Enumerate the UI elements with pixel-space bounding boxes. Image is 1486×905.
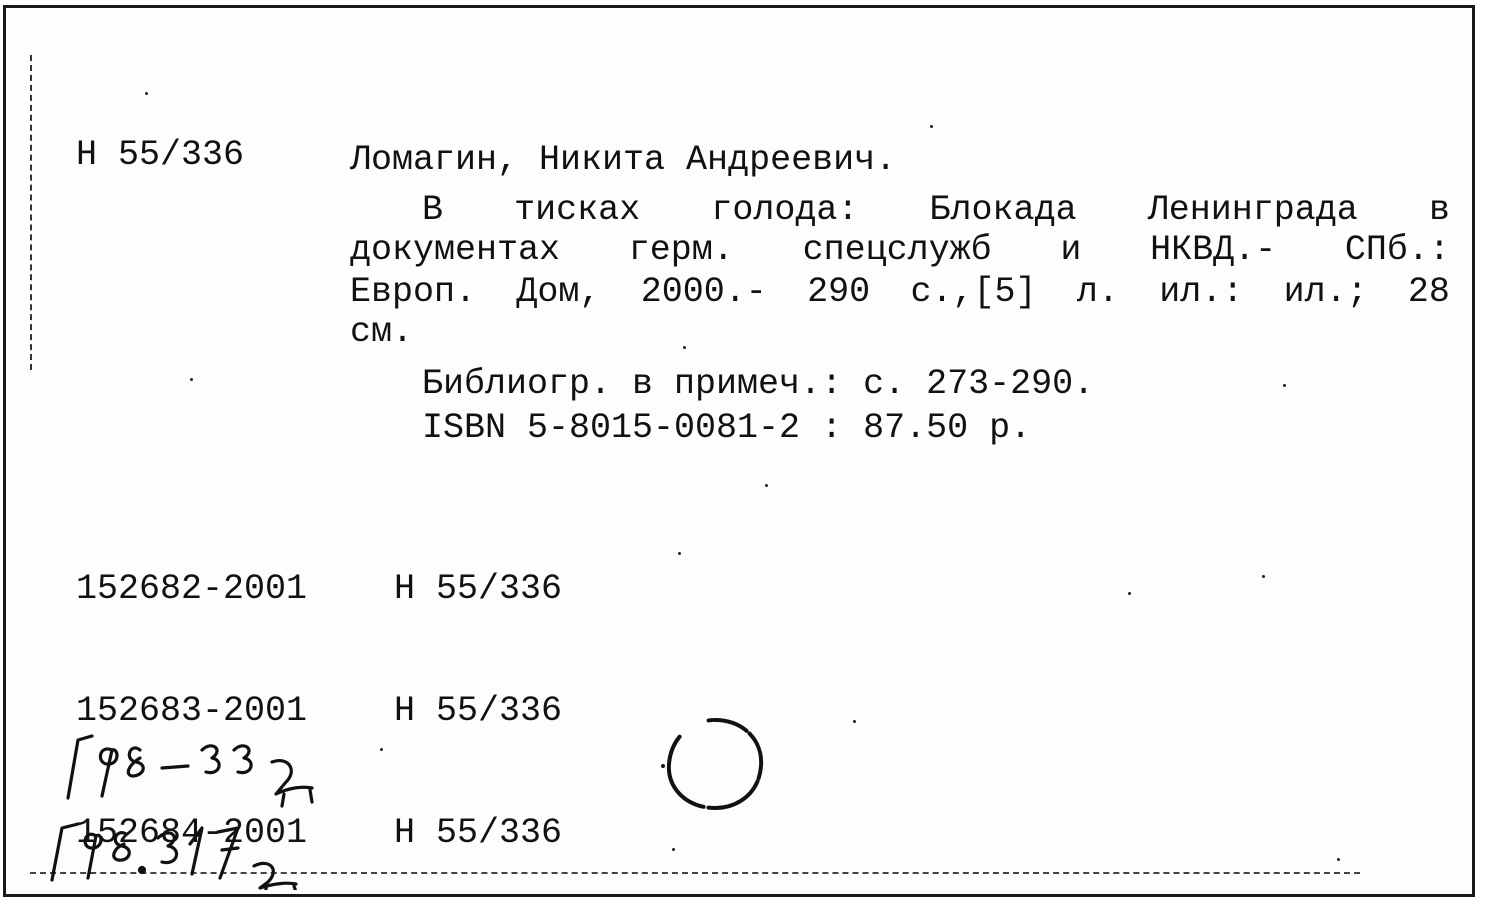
title-line-3 [350,272,1450,312]
title-word: НКВД.- [1150,230,1277,270]
title-word: Европ. [350,272,477,312]
title-line-2 [350,230,1450,270]
title-word: л. [1076,272,1119,312]
title-word: Дом, [516,272,601,312]
scan-speck [1337,858,1340,861]
title-word: ил.: [1159,272,1244,312]
call-number: Н 55/336 [76,135,245,175]
scan-speck [853,720,856,723]
shelf-mark: Н 55/336 [394,691,563,731]
title-word: Ленинграда [1147,190,1358,230]
title-word: СПб.: [1344,230,1450,270]
title-word: тисках [514,190,641,230]
handwritten-shelf-notes [40,710,360,890]
round-stamp-mark [655,710,775,820]
title-word: голода: [711,190,859,230]
title-word: 28 [1407,272,1450,312]
author-heading: Ломагин, Никита Андреевич. [350,140,897,180]
title-word: ил.; [1283,272,1368,312]
bibliography-note: Библиогр. в примеч.: с. 273-290. [422,364,1095,404]
shelf-mark: Н 55/336 [394,813,563,853]
title-line-4: см. [350,312,414,352]
title-line-1 [422,190,1450,230]
accession-number: 152684-2001 [76,813,308,853]
title-word: Блокада [929,190,1077,230]
title-word: документах [350,230,561,270]
scan-speck [145,92,148,95]
title-word: с.,[5] [910,272,1037,312]
holding-row [76,568,562,610]
scan-speck [190,378,193,381]
accession-number: 152682-2001 [76,569,308,609]
title-word: в [1428,190,1450,230]
accession-number: 152683-2001 [76,691,308,731]
isbn-price: ISBN 5-8015-0081-2 : 87.50 р. [422,408,1032,448]
title-word: 290 [807,272,871,312]
title-word: В [422,190,444,230]
title-word: 2000.- [640,272,767,312]
title-word: герм. [628,230,734,270]
title-word: и [1060,230,1082,270]
shelf-mark: Н 55/336 [394,569,563,609]
scan-speck [672,848,675,851]
left-margin-rule [30,55,32,370]
title-word: спецслужб [802,230,992,270]
scan-speck [930,125,933,128]
